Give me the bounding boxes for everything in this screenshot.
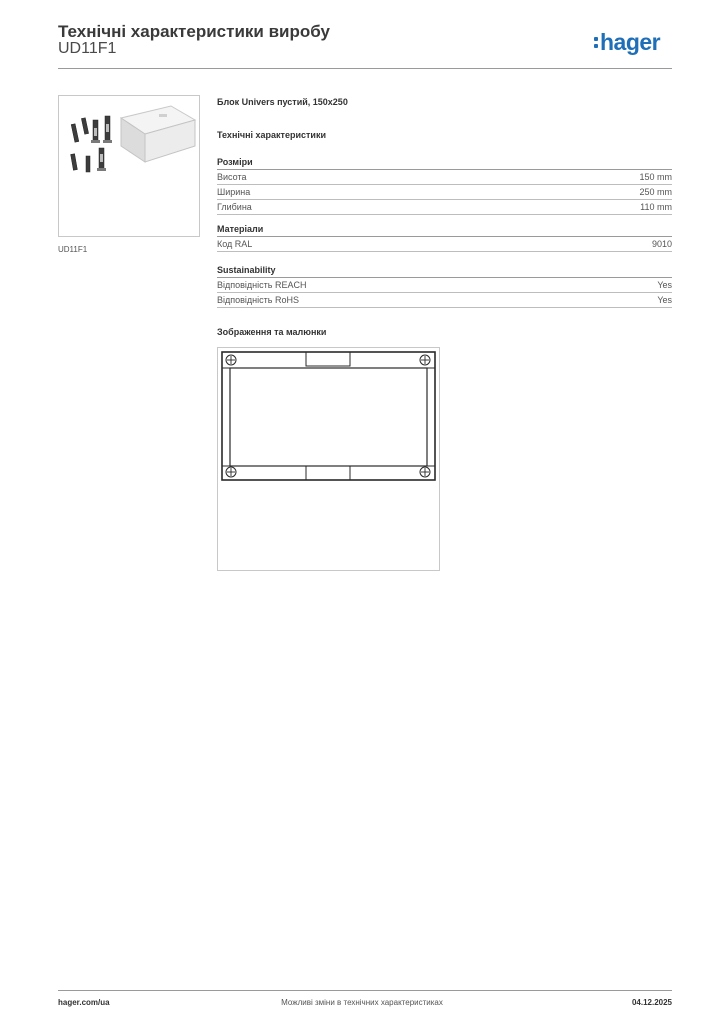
technical-drawing-illustration (218, 348, 439, 570)
product-photo (58, 95, 200, 237)
spec-row-height (217, 170, 672, 185)
product-code-subtitle: UD11F1 (58, 40, 117, 57)
page-title: Технічні характеристики виробу (58, 22, 330, 41)
spec-row-width (217, 185, 672, 200)
footer-divider (58, 990, 672, 991)
spec-label: Висота (217, 172, 247, 182)
specs-section-title: Технічні характеристики (217, 130, 326, 140)
spec-group-sustainability (217, 264, 672, 308)
hager-logo (594, 28, 660, 56)
spec-row-reach (217, 278, 672, 293)
spec-label: Глибина (217, 202, 252, 212)
logo-dots-icon (594, 37, 598, 48)
spec-value: 250 mm (639, 187, 672, 197)
technical-drawing (217, 347, 440, 571)
spec-label: Відповідність REACH (217, 280, 307, 290)
spec-row-depth (217, 200, 672, 215)
footer-date: 04.12.2025 (631, 998, 672, 1007)
spec-label: Відповідність RoHS (217, 295, 299, 305)
product-photo-illustration (59, 96, 199, 236)
spec-value: Yes (657, 295, 672, 305)
header-divider (58, 68, 672, 69)
footer-disclaimer: Можливі зміни в технічних характеристиках (281, 998, 443, 1007)
spec-label: Код RAL (217, 239, 253, 249)
spec-row-rohs (217, 293, 672, 308)
images-section-title: Зображення та малюнки (217, 327, 327, 337)
spec-group-title: Розміри (217, 156, 672, 170)
spec-group-dimensions (217, 156, 672, 215)
logo-wordmark: hager (600, 28, 661, 55)
spec-group-materials (217, 223, 672, 252)
spec-value: Yes (657, 280, 672, 290)
spec-label: Ширина (217, 187, 251, 197)
footer-website-link[interactable]: hager.com/ua (58, 998, 110, 1007)
spec-group-title: Матеріали (217, 223, 672, 237)
spec-value: 150 mm (639, 172, 672, 182)
spec-value: 9010 (651, 239, 672, 249)
photo-caption: UD11F1 (58, 245, 88, 254)
spec-value: 110 mm (640, 202, 672, 212)
spec-row-ral (217, 237, 672, 252)
spec-group-title: Sustainability (217, 264, 672, 278)
product-name: Блок Univers пустий, 150x250 (217, 97, 348, 107)
